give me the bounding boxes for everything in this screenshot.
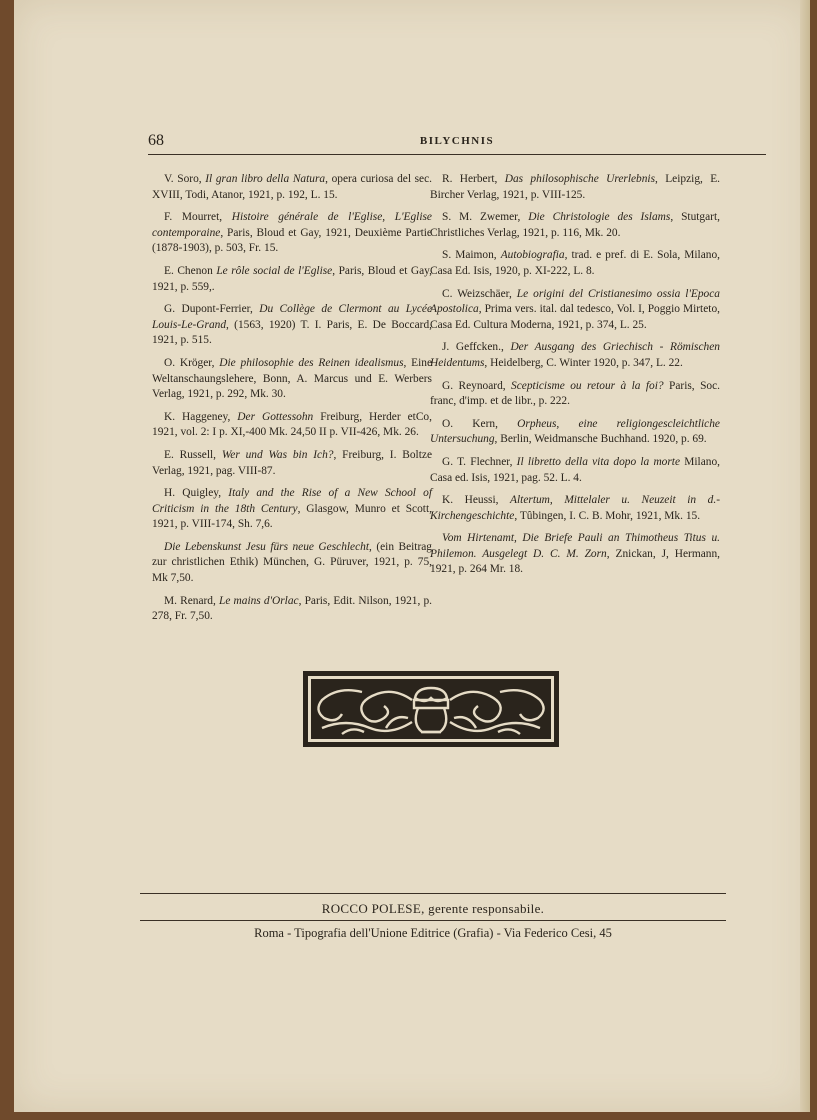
entry-author: V. Soro, xyxy=(164,173,206,185)
entry-author: S. Maimon, xyxy=(442,249,501,262)
entry-author: E. Chenon xyxy=(164,264,217,277)
entry-author: R. Herbert, xyxy=(442,173,505,185)
entry-title: Il gran libro della Natura xyxy=(205,173,326,185)
entry-title: Wer und Was bin Ich? xyxy=(221,448,334,461)
bibliography-entry xyxy=(430,248,720,279)
entry-author: O. Kern, xyxy=(442,417,518,430)
bibliography-entry xyxy=(152,410,432,441)
entry-title: Le origini del Cristianesimo ossia l'Epoca Apostolica xyxy=(430,287,720,316)
entry-title: Die Lebenskunst Jesu fürs neue Geschlecht xyxy=(164,540,370,553)
entry-details: Freiburg, Herder etCo, 1921, vol. 2: I p. XI,-400 Mk. 24,50 II p. VII-426, Mk. 26. xyxy=(152,410,432,439)
entry-title: Histoire générale de l'Eglise, L'Eglise contemporaine xyxy=(152,211,432,239)
entry-title: Die philosophie des Reinen idealismus xyxy=(219,356,404,369)
entry-author: G. Reynoard, xyxy=(442,379,512,392)
entry-title: Die Christologie des Islams xyxy=(528,211,671,224)
right-column xyxy=(430,172,720,585)
entry-title: Autobiografia xyxy=(500,249,565,262)
entry-author: K. Heussi, xyxy=(442,494,511,507)
entry-details: , Tûbingen, I. C. B. Mohr, 1921, Mk. 15. xyxy=(514,509,701,522)
entry-details: , Freiburg, I. Boltze Verlag, 1921, pag. VIII-87. xyxy=(152,448,432,477)
entry-details: , Leipzig, E. Bircher Verlag, 1921, p. VIII-125. xyxy=(430,173,720,201)
entry-details: , Eine Weltanschaungslehere, Bonn, A. Marcus und E. Werbers Verlag, 1921, p. 292, Mk. 30. xyxy=(152,356,433,401)
bibliography-entry xyxy=(430,340,720,371)
entry-author: J. Geffcken., xyxy=(442,341,511,354)
bibliography-entry xyxy=(152,356,432,403)
entry-title: Italy and the Rise of a New School of Criticism in the 18th Century xyxy=(152,487,433,515)
entry-title: Le rôle social de l'Eglise xyxy=(216,264,333,277)
entry-details: , Berlin, Weidmansche Buchhand. 1920, p. 69. xyxy=(494,433,707,446)
entry-author: M. Renard, xyxy=(164,594,219,607)
entry-author: H. Quigley, xyxy=(164,487,229,500)
left-column xyxy=(152,172,432,632)
entry-author: E. Russell, xyxy=(164,448,222,461)
bibliography-entry xyxy=(430,417,720,448)
bibliography-entry xyxy=(152,448,432,479)
entry-details: , opera curiosa del sec. XVIII, Todi, Atanor, 1921, p. 192, L. 15. xyxy=(152,173,433,201)
bibliography-entry xyxy=(430,379,720,410)
entry-title: Il libretto della vita dopo la morte xyxy=(516,455,681,468)
responsible-editor-line: ROCCO POLESE, gerente responsabile. xyxy=(321,901,545,916)
bibliography-entry xyxy=(152,540,432,587)
entry-title: Der Ausgang des Griechisch - Römischen Heidentums xyxy=(430,341,720,369)
entry-details: , Stutgart, Christliches Verlag, 1921, p. 116, Mk. 20. xyxy=(430,211,720,239)
entry-author: O. Kröger, xyxy=(164,356,220,369)
entry-details: , Paris, Bloud et Gay, 1921, p. 559,. xyxy=(152,264,432,293)
entry-title: Vom Hirtenamt, Die Briefe Pauli an Thimotheus Titus u. Philemon. Ausgelegt D. C. M. Zorn xyxy=(430,532,720,560)
bibliography-entry xyxy=(430,531,720,578)
bibliography-entry xyxy=(430,287,720,334)
entry-title: Du Collège de Clermont au Lycée Louis-Le-Grand xyxy=(152,303,432,331)
bibliography-entry xyxy=(430,493,720,524)
entry-author: F. Mourret, xyxy=(164,211,232,224)
bibliography-entry xyxy=(152,302,432,349)
entry-author: G. T. Flechner, xyxy=(442,455,517,468)
entry-title: Scepticisme ou retour à la foi? xyxy=(511,379,664,392)
entry-details: , (1563, 1920) T. I. Paris, E. De Boccard, 1921, p. 515. xyxy=(152,318,432,347)
entry-details: , Znickan, J, Hermann, 1921, p. 264 Mr. 18. xyxy=(430,547,720,576)
bibliography-entry xyxy=(430,210,720,241)
entry-author: K. Haggeney, xyxy=(164,410,238,423)
running-title: BILYCHNIS xyxy=(419,135,495,147)
vase-scroll-ornament-icon xyxy=(302,670,560,748)
entry-title: Altertum, Mittelaler u. Neuzeit in d.-Kirchengeschichte xyxy=(430,494,721,522)
page-edge xyxy=(800,0,810,1112)
page-header xyxy=(148,132,766,155)
entry-details: , Paris, Bloud et Gay, 1921, Deuxième Partie (1878-1903), p. 503, Fr. 15. xyxy=(152,226,432,255)
bibliography-entry xyxy=(152,172,432,203)
entry-title: Le mains d'Orlac xyxy=(219,594,299,607)
entry-details: Milano, Casa ed. Isis, 1921, pag. 52. L. 4. xyxy=(430,455,720,484)
entry-details: , Heidelberg, C. Winter 1920, p. 347, L. 22. xyxy=(484,356,683,369)
footer-rule-top xyxy=(140,893,726,894)
bibliography-entry xyxy=(152,264,432,295)
entry-author: S. M. Zwemer, xyxy=(442,211,529,224)
page-number: 68 xyxy=(148,132,164,149)
bibliography-entry xyxy=(430,172,720,203)
entry-author: C. Weizschäer, xyxy=(442,287,517,300)
entry-details: , Prima vers. ital. dal tedesco, Vol. I, Poggio Mirteto, Casa Ed. Cultura Moderna, 1921, p. 374, L. 25. xyxy=(430,303,720,331)
bibliography-entry xyxy=(152,210,432,257)
bibliography-entry xyxy=(152,486,432,533)
entry-details: , (ein Beitrag zur christlichen Ethik) München, G. Püruver, 1921, p. 75, Mk 7,50. xyxy=(152,540,432,585)
entry-title: Orpheus, eine religiongescleichtliche Untersuchung xyxy=(430,417,720,446)
entry-title: Der Gottessohn xyxy=(237,410,314,423)
entry-author: G. Dupont-Ferrier, xyxy=(164,303,260,316)
bibliography-entry xyxy=(152,594,432,625)
footer-rule-bottom xyxy=(140,920,726,921)
entry-title: Das philosophische Urerlebnis xyxy=(504,173,656,185)
entry-details: , trad. e pref. di E. Sola, Milano, Casa Ed. Isis, 1920, p. XI-222, L. 8. xyxy=(430,249,720,277)
entry-details: Paris, Soc. franc, d'imp. et de libr., p. 222. xyxy=(430,379,720,408)
bibliography-entry xyxy=(430,455,720,486)
entry-details: , Paris, Edit. Nilson, 1921, p. 278, Fr. 7,50. xyxy=(152,594,432,623)
printer-imprint: Roma - Tipografia dell'Unione Editrice (Grafia) - Via Federico Cesi, 45 xyxy=(254,926,612,940)
entry-details: , Glasgow, Munro et Scott, 1921, p. VIII-174, Sh. 7,6. xyxy=(152,502,432,531)
